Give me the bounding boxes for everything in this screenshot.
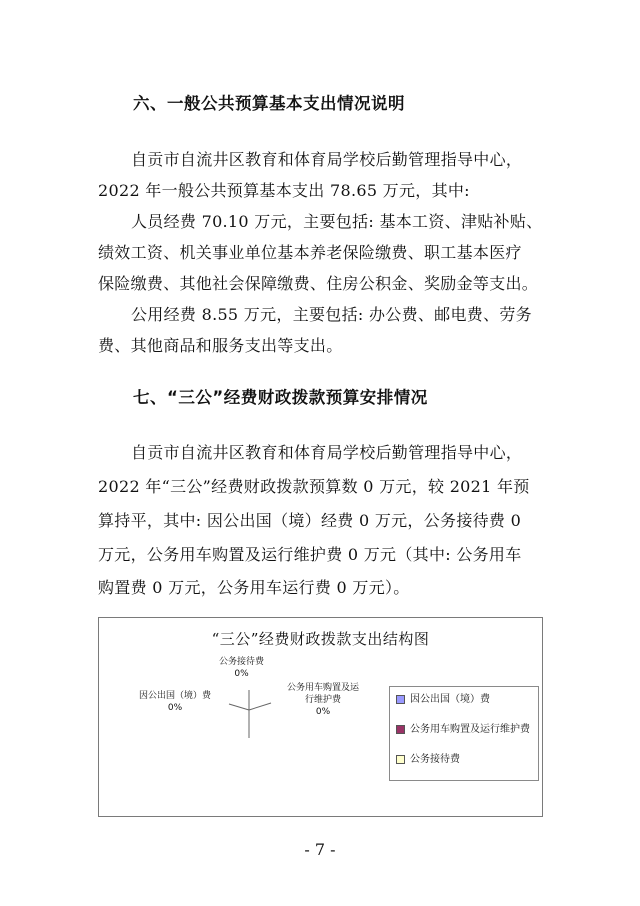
legend-label: 因公出国（境）费 xyxy=(410,694,490,705)
paragraph-line: 人员经费 70.10 万元，主要包括: 基本工资、津贴补贴、 xyxy=(131,212,543,231)
legend-swatch xyxy=(396,755,405,764)
paragraph-line: 购置费 0 万元，公务用车运行费 0 万元）。 xyxy=(98,578,410,597)
page-number: - 7 - xyxy=(304,840,336,859)
section-7-heading: 七、“三公”经费财政拨款预算安排情况 xyxy=(133,388,428,407)
slice-label-name: 因公出国（境）费 xyxy=(139,691,212,701)
chart-legend xyxy=(389,686,539,781)
paragraph-line: 费、其他商品和服务支出等支出。 xyxy=(98,336,343,355)
paragraph-line: 公用经费 8.55 万元，主要包括: 办公费、邮电费、劳务 xyxy=(131,305,532,324)
pie-chart-frame xyxy=(98,617,543,817)
legend-label: 公务用车购置及运行维护费 xyxy=(410,724,530,735)
legend-item-vehicle xyxy=(396,723,535,736)
paragraph-line: 绩效工资、机关事业单位基本养老保险缴费、职工基本医疗 xyxy=(98,243,522,262)
paragraph-line: 保险缴费、其他社会保障缴费、住房公积金、奖励金等支出。 xyxy=(98,274,539,293)
legend-item-reception xyxy=(396,753,535,766)
legend-swatch xyxy=(396,725,405,734)
slice-label-pct: 0% xyxy=(315,707,331,717)
slice-label-vehicle xyxy=(287,682,359,718)
slice-label-name-line1: 公务用车购置及运 xyxy=(287,683,360,693)
pie-slice-divider-vehicle xyxy=(249,703,271,710)
legend-swatch xyxy=(396,695,405,704)
paragraph-line: 2022 年“三公”经费财政拨款预算数 0 万元，较 2021 年预 xyxy=(98,477,530,496)
paragraph-line: 自贡市自流井区教育和体育局学校后勤管理指导中心， xyxy=(131,443,523,462)
pie-slice-divider-reception xyxy=(229,704,249,710)
slice-label-pct: 0% xyxy=(167,703,183,713)
paragraph-line: 万元，公务用车购置及运行维护费 0 万元（其中: 公务用车 xyxy=(98,545,522,564)
section-6-heading: 六、一般公共预算基本支出情况说明 xyxy=(133,94,405,113)
paragraph-line: 自贡市自流井区教育和体育局学校后勤管理指导中心， xyxy=(131,150,523,169)
paragraph-line: 2022 年一般公共预算基本支出 78.65 万元，其中: xyxy=(98,181,470,200)
slice-label-name-line2: 行维护费 xyxy=(305,695,342,705)
slice-label-name: 公务接待费 xyxy=(219,657,265,667)
slice-label-overseas xyxy=(139,690,211,714)
legend-label: 公务接待费 xyxy=(410,754,460,765)
slice-label-pct: 0% xyxy=(234,669,249,679)
paragraph-line: 算持平，其中: 因公出国（境）经费 0 万元，公务接待费 0 xyxy=(98,511,522,530)
chart-title: “三公”经费财政拨款支出结构图 xyxy=(211,630,430,648)
slice-label-reception xyxy=(219,656,264,680)
legend-item-overseas xyxy=(396,693,535,706)
